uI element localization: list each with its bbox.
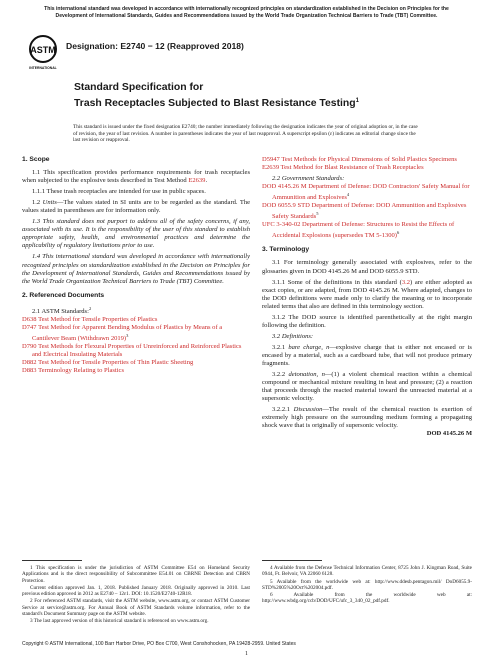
footnote: 1 This specification is under the jurisdiction of ASTM Committee E54 on Homeland Security Applications and is the direct responsibility of Subcommittee E54.01 on CBRNE Detection and CBRN Protection. bbox=[22, 565, 250, 584]
section-link-3-2[interactable]: 3.2 bbox=[401, 278, 411, 286]
para-1-2-num: 1.2 bbox=[32, 199, 43, 207]
dod-source: DOD 4145.26 M bbox=[426, 430, 472, 438]
reference-title[interactable]: Test Method for Tensile Properties of Thin Plastic Sheeting bbox=[36, 358, 194, 366]
bare-charge-definition: —explosive charge that is either not encased or is encased by a material, such as a cardboard tube, that will not produce primary fragments. bbox=[262, 343, 472, 367]
footnotes-left bbox=[22, 565, 250, 626]
para-1-3-text: 1.3 This standard does not purport to address all of the safety concerns, if any, associated with its use. It is the responsibility of the user of this standard to establish appropriate safety, health, and environmental practices and determine the applicability of regulatory limitations prior to use. bbox=[22, 218, 250, 250]
gov-reference-item bbox=[262, 202, 472, 221]
gov-reference-item bbox=[262, 221, 472, 240]
reference-code-link[interactable]: D5947 bbox=[262, 156, 280, 163]
para-1-2-term: Units bbox=[42, 199, 57, 207]
para-1-3 bbox=[22, 218, 250, 250]
bare-charge-term: bare charge, n bbox=[288, 343, 330, 351]
para-3-1-2: 3.1.2 The DOD source is identified parenthetically at the right margin following the definition. bbox=[262, 313, 472, 329]
terminology-heading: 3. Terminology bbox=[262, 246, 310, 254]
para-3-2-2-num: 3.2.2 bbox=[272, 371, 289, 379]
reference-code-link[interactable]: D747 bbox=[22, 323, 37, 331]
reference-item bbox=[22, 324, 250, 343]
para-1-4 bbox=[22, 253, 250, 285]
referenced-documents-heading: 2. Referenced Documents bbox=[22, 291, 105, 299]
astm-standards-mark: 2 bbox=[88, 305, 92, 311]
reference-title[interactable]: Test Method for Tensile Properties of Plastics bbox=[36, 315, 158, 323]
detonation-term: detonation, n bbox=[288, 371, 325, 379]
government-standards-label bbox=[262, 175, 472, 183]
detonation-definition: —(1) a violent chemical reaction within a chemical compound or mechanical mixture resulting in heat and pressure; (2) a reaction that proceeds through the reacted material toward the unreacted material at a supersonic velocity. bbox=[262, 371, 472, 403]
para-3-1: 3.1 For terminology generally associated with explosives, refer to the glossaries given in DOD 4145.26 M and DOD 6055.9 STD. bbox=[262, 259, 472, 275]
footnote-divider bbox=[262, 560, 322, 561]
para-3-2-2 bbox=[262, 371, 472, 403]
footnote: 6 Available from the worldwide web at: http://www.wbdg.org/ccb/DOD/UFC/ufc_3_340_02_pdf.pdf. bbox=[262, 592, 472, 605]
astm-standards-text: 2.1 ASTM Standards: bbox=[32, 307, 89, 315]
reference-title[interactable]: Test Methods for Physical Dimensions of Solid Plastics Specimens bbox=[279, 156, 457, 163]
footnotes-right bbox=[262, 565, 472, 606]
footnote-divider bbox=[22, 560, 82, 561]
para-3-2 bbox=[262, 333, 472, 341]
gov-reference-mark: 5 bbox=[316, 211, 319, 217]
document-title bbox=[74, 82, 414, 110]
reference-item bbox=[22, 359, 250, 367]
reference-item bbox=[22, 367, 250, 375]
para-3-2-1-num: 3.2.1 bbox=[272, 343, 289, 351]
reference-item bbox=[262, 164, 472, 172]
definitions-label: 3.2 Definitions: bbox=[272, 332, 314, 340]
designation: Designation: E2740 − 12 (Reapproved 2018) bbox=[66, 41, 244, 51]
government-standards-text: 2.2 Government Standards: bbox=[272, 175, 345, 183]
para-1-1-text: 1.1 This specification provides performance requirements for trash receptacles when subjected to the explosive tests described in Test Method bbox=[22, 169, 250, 185]
para-3-1-1-text: 3.1.1 Some of the definitions in this standard ( bbox=[272, 278, 402, 286]
footnote: 4 Available from the Defense Technical Information Center, 8725 John J. Kingman Road, Suite 0944, Ft. Belvoir, VA 22060 6128. bbox=[262, 565, 472, 578]
gov-reference-link[interactable]: DOD 6055.9 STD Department of Defense: DOD Ammunition and Explosives Safety Standards bbox=[262, 202, 467, 221]
para-3-2-1 bbox=[262, 344, 472, 368]
para-3-1-1-rest: ) are either adopted as exact copies, or are adapted, from DOD 4145.26 M. Where adapted, changes to the DOD definitions were made only to clarify the meaning or to incorporate related terms that also are defined in this terminology section. bbox=[262, 278, 472, 310]
footnote: Current edition approved Jan. 1, 2018. Published January 2018. Originally approved in 2010. Last previous edition approved in 2012 as E2740 – 12ε1. DOI: 10.1520/E2740-12R18. bbox=[22, 584, 250, 598]
discussion-label: Discussion bbox=[293, 406, 323, 414]
footnote: 3 The last approved version of this historical standard is referenced on www.astm.org. bbox=[30, 618, 209, 625]
right-column bbox=[262, 156, 472, 438]
footnote: 2 For referenced ASTM standards, visit the ASTM website, www.astm.org, or contact ASTM Customer Service at service@astm.org. For Annual Book of ASTM Standards volume information, refer to the standard's Document Summary page on the ASTM website. bbox=[22, 598, 250, 618]
reference-item bbox=[22, 316, 250, 324]
astm-logo-icon bbox=[28, 34, 58, 74]
international-standard-notice: This international standard was developed in accordance with internationally recognized principles on standardization established in the Decision on Principles for the Development of International Standards, Guides and Recommendations issued by the World Trade Organization Technical Barriers to Trade (TBT) Committee. bbox=[44, 6, 449, 19]
title-line-1: Standard Specification for bbox=[74, 82, 204, 93]
reference-code-link[interactable]: D883 bbox=[22, 367, 37, 375]
title-footnote-mark: 1 bbox=[355, 97, 359, 104]
scope-heading: 1. Scope bbox=[22, 156, 50, 163]
reference-title[interactable]: Test Methods for Flexural Properties of Unreinforced and Reinforced Plastics and Electrical Insulating Materials bbox=[32, 342, 242, 358]
gov-reference-link[interactable]: UFC 3-340-02 Department of Defense: Structures to Resist the Effects of Accidental Explosions (supersedes TM 5-1300) bbox=[262, 221, 455, 240]
para-1-1-end: . bbox=[205, 177, 208, 185]
para-3-2-2-1-num: 3.2.2.1 bbox=[272, 406, 294, 414]
copyright-line: Copyright © ASTM International, 100 Barr Harbor Drive, PO Box C700, West Conshohocken, PA 19428-2959. United States bbox=[22, 641, 296, 647]
reference-code-link[interactable]: D638 bbox=[22, 315, 37, 323]
astm-reference-list bbox=[22, 316, 250, 375]
gov-reference-mark: 6 bbox=[396, 230, 400, 236]
para-1-2-text: —The values stated in SI units are to be regarded as the standard. The values stated in parentheses are for information only. bbox=[22, 199, 250, 215]
para-1-1-1: 1.1.1 These trash receptacles are intended for use in public spaces. bbox=[32, 188, 206, 196]
reference-code-link[interactable]: D790 bbox=[22, 342, 37, 350]
para-1-2 bbox=[22, 199, 250, 215]
left-column bbox=[22, 156, 250, 375]
footnote: 5 Available from the worldwide web at: http://www.ddesb.pentagon.mil/ DoD6055.9-STD%2005%20Oct%202004.pdf. bbox=[262, 578, 472, 591]
para-3-2-2-1 bbox=[262, 406, 472, 430]
para-3-1-1 bbox=[262, 279, 472, 311]
reference-title[interactable]: Test Method for Apparent Bending Modulus of Plastics by Means of a Cantilever Beam (Withdrawn 2019) bbox=[32, 323, 223, 342]
reference-title[interactable]: Terminology Relating to Plastics bbox=[36, 367, 124, 375]
reference-item bbox=[262, 156, 472, 164]
ref-link-e2639[interactable]: E2639 bbox=[188, 177, 206, 185]
gov-reference-item bbox=[262, 183, 472, 202]
discussion-text: —The result of the chemical reaction is exertion of extremely high pressure on the surrounding medium forming a propagating shock wave that is originally of supersonic velocity. bbox=[262, 406, 473, 430]
svg-text:INTERNATIONAL: INTERNATIONAL bbox=[29, 66, 57, 70]
title-text: Trash Receptacles Subjected to Blast Resistance Testing bbox=[74, 97, 356, 109]
svg-text:ASTM: ASTM bbox=[30, 45, 56, 55]
reference-code-link[interactable]: D882 bbox=[22, 358, 37, 366]
page-number: 1 bbox=[245, 651, 248, 657]
reference-code-link[interactable]: E2639 bbox=[262, 164, 280, 172]
para-1-4-text: 1.4 This international standard was developed in accordance with internationally recognized principles on standardization established in the Decision on Principles for the Development of International Standards, Guides and Recommendations issued by the World Trade Organization Technical Barriers to Trade (TBT) Committee. bbox=[22, 253, 250, 285]
para-1-1 bbox=[22, 169, 250, 185]
issuance-note: This standard is issued under the fixed designation E2740; the number immediately following the designation indicates the year of original adoption or, in the case of revision, the year of last revision. A number in parentheses indicates the year of last reapproval. A superscript epsilon (ε) indicates an editorial change since the last revision or reapproval. bbox=[73, 124, 418, 143]
astm-standards-label bbox=[22, 305, 250, 316]
gov-reference-mark: 4 bbox=[346, 192, 350, 198]
gov-reference-link[interactable]: DOD 4145.26 M Department of Defense: DOD Contractors' Safety Manual for Ammunition and Explosives bbox=[262, 183, 470, 202]
title-line-2 bbox=[74, 95, 414, 111]
reference-item bbox=[22, 343, 250, 359]
reference-title[interactable]: Test Method for Blast Resistance of Trash Receptacles bbox=[279, 164, 424, 172]
reference-mark: 3 bbox=[126, 332, 129, 338]
